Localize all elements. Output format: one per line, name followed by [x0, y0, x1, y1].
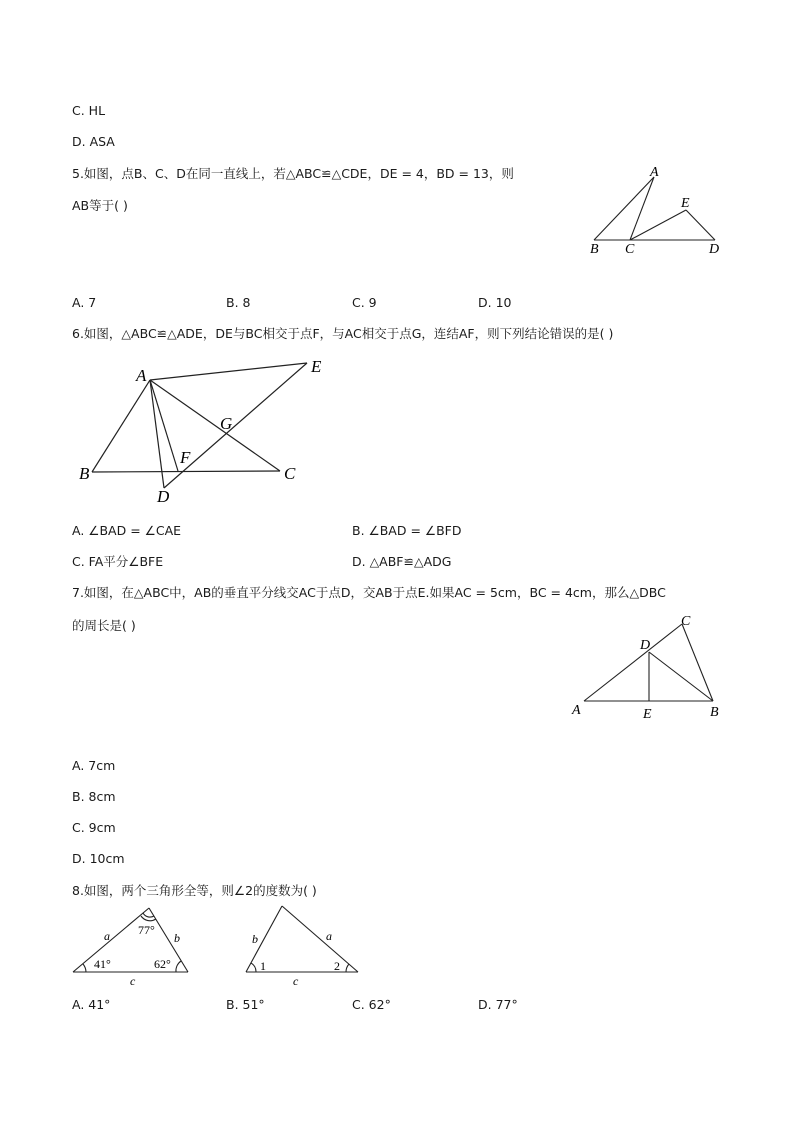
q8-figure-triangle-1 [70, 900, 195, 990]
q5-label-e: E [681, 196, 690, 211]
q5-figure [580, 160, 730, 260]
q7-option-a: A. 7cm [72, 758, 116, 773]
q8-fig2-label-b: b [252, 932, 258, 946]
q8-stem-line1: 8.如图，两个三角形全等，则∠2的度数为( ) [72, 883, 317, 898]
q7-label-d: D [640, 638, 651, 653]
q6-label-b: B [79, 464, 90, 483]
q8-figure-triangle-2 [240, 900, 365, 990]
q6-stem-line1: 6.如图，△ABC≌△ADE，DE与BC相交于点F，与AC相交于点G，连结AF，则下列结论错误的是( ) [72, 326, 614, 341]
q8-fig1-angle-top: 77° [138, 923, 155, 937]
q6-option-c: C. FA平分∠BFE [72, 554, 164, 569]
q6-option-d: D. △ABF≌△ADG [352, 554, 452, 569]
q7-figure [565, 610, 730, 725]
q6-option-b: B. ∠BAD = ∠BFD [352, 523, 462, 538]
q8-option-a: A. 41° [72, 997, 111, 1012]
q8-fig1-label-b: b [174, 931, 180, 945]
q8-fig1-angle-left: 41° [94, 957, 111, 971]
q6-label-g: G [220, 414, 233, 433]
q8-fig2-angle-1: 1 [260, 959, 266, 973]
q8-option-d: D. 77° [478, 997, 518, 1012]
q4-option-c: C. HL [72, 103, 106, 118]
q7-label-b: B [710, 705, 719, 720]
q7-stem-line1: 7.如图，在△ABC中，AB的垂直平分线交AC于点D，交AB于点E.如果AC = 5cm，BC = 4cm，那么△DBC [72, 585, 666, 600]
q6-label-a: A [136, 366, 147, 385]
q8-fig1-label-a: a [104, 929, 110, 943]
q5-label-c: C [625, 242, 635, 257]
q5-stem-line2: AB等于( ) [72, 198, 128, 213]
q6-label-e: E [311, 357, 322, 376]
q8-option-c: C. 62° [352, 997, 391, 1012]
q7-label-e: E [643, 707, 652, 722]
q7-option-b: B. 8cm [72, 789, 116, 804]
q6-label-d: D [157, 487, 170, 506]
q5-option-c: C. 9 [352, 295, 377, 310]
q8-fig1-angle-right: 62° [154, 957, 171, 971]
q4-option-d: D. ASA [72, 134, 115, 149]
q5-option-b: B. 8 [226, 295, 251, 310]
q8-fig2-angle-2: 2 [334, 959, 340, 973]
q7-option-d: D. 10cm [72, 851, 125, 866]
q5-label-a: A [650, 165, 659, 180]
q5-label-b: B [590, 242, 599, 257]
q6-option-a: A. ∠BAD = ∠CAE [72, 523, 182, 538]
q8-option-b: B. 51° [226, 997, 265, 1012]
q6-label-c: C [284, 464, 296, 483]
q7-label-c: C [681, 614, 691, 629]
q5-stem-line1: 5.如图，点B、C、D在同一直线上，若△ABC≌△CDE，DE = 4，BD = 13，则 [72, 166, 514, 181]
q7-stem-line2: 的周长是( ) [72, 618, 136, 633]
q5-label-d: D [709, 242, 720, 257]
q7-option-c: C. 9cm [72, 820, 116, 835]
q5-option-d: D. 10 [478, 295, 512, 310]
q8-fig1-label-c: c [130, 974, 136, 988]
q6-label-f: F [180, 448, 191, 467]
q5-option-a: A. 7 [72, 295, 97, 310]
q6-figure [70, 350, 340, 510]
q8-fig2-label-a: a [326, 929, 332, 943]
q8-fig2-label-c: c [293, 974, 299, 988]
q7-label-a: A [572, 703, 581, 718]
